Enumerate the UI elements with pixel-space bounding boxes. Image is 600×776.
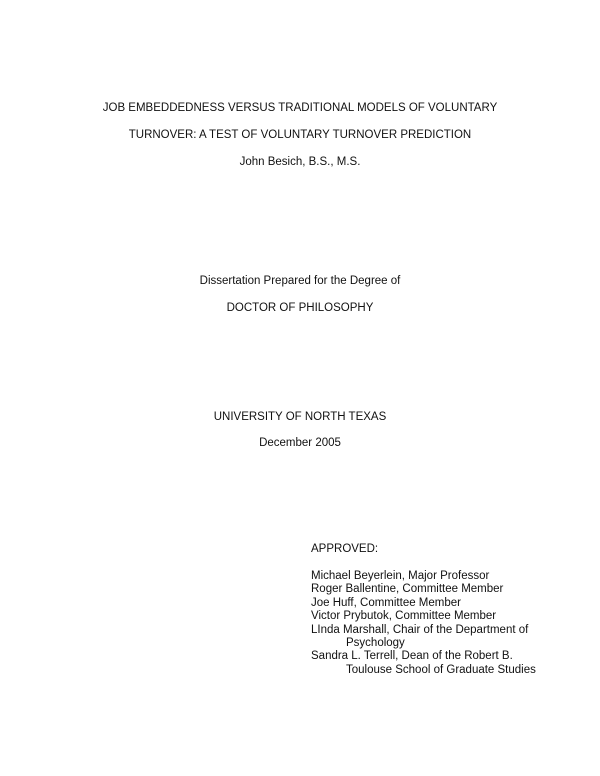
dissertation-title-line-2: TURNOVER: A TEST OF VOLUNTARY TURNOVER PREDICTION [128, 129, 472, 141]
graduate-dean: Sandra L. Terrell, Dean of the Robert B. [311, 650, 513, 663]
committee-member-major-professor: Michael Beyerlein, Major Professor [311, 570, 490, 582]
submission-date: December 2005 [259, 437, 341, 449]
committee-list [311, 570, 571, 677]
degree-name: DOCTOR OF PHILOSOPHY [226, 302, 374, 314]
approval-block [311, 542, 571, 677]
approved-heading: APPROVED: [311, 543, 379, 555]
department-chair-continued: Psychology [346, 637, 405, 650]
dissertation-title-line-1: JOB EMBEDDEDNESS VERSUS TRADITIONAL MODELS OF VOLUNTARY [102, 102, 498, 114]
committee-member-1: Roger Ballentine, Committee Member [311, 583, 504, 596]
graduate-dean-continued: Toulouse School of Graduate Studies [346, 663, 536, 676]
committee-member-2: Joe Huff, Committee Member [311, 596, 461, 609]
committee-member-3: Victor Prybutok, Committee Member [311, 610, 497, 623]
department-chair: LInda Marshall, Chair of the Department of [311, 623, 529, 636]
author-name: John Besich, B.S., M.S. [239, 156, 361, 168]
institution-name: UNIVERSITY OF NORTH TEXAS [213, 411, 387, 423]
degree-prepared-for: Dissertation Prepared for the Degree of [199, 275, 401, 287]
